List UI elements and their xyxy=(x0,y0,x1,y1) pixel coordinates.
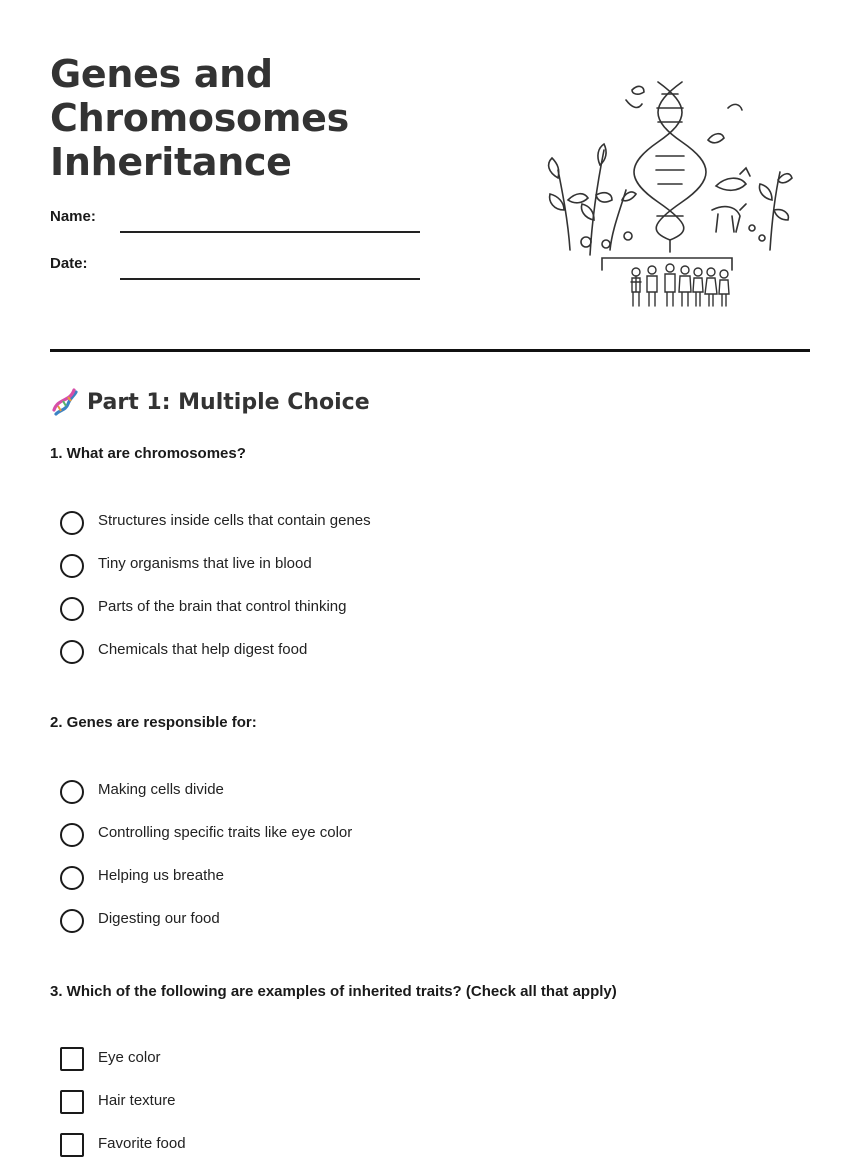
radio-button[interactable] xyxy=(60,909,84,933)
option-label: Digesting our food xyxy=(98,910,220,927)
option-label: Eye color xyxy=(98,1049,161,1066)
option-label: Tiny organisms that live in blood xyxy=(98,555,312,572)
dna-family-tree-illustration xyxy=(540,60,800,320)
title-line: Chromosomes xyxy=(50,96,349,140)
worksheet-title xyxy=(50,52,349,184)
radio-button[interactable] xyxy=(60,511,84,535)
radio-button[interactable] xyxy=(60,866,84,890)
section-title xyxy=(50,386,370,420)
radio-button[interactable] xyxy=(60,640,84,664)
checkbox[interactable] xyxy=(60,1133,84,1157)
radio-button[interactable] xyxy=(60,597,84,621)
radio-button[interactable] xyxy=(60,554,84,578)
date-label: Date: xyxy=(50,255,88,272)
option-label: Hair texture xyxy=(98,1092,176,1109)
option-row[interactable] xyxy=(60,552,371,595)
question-3: 3. Which of the following are examples of inherited traits? (Check all that apply) xyxy=(50,983,617,1000)
question-1: 1. What are chromosomes? xyxy=(50,445,246,462)
question-1-options xyxy=(60,509,371,681)
option-row[interactable] xyxy=(60,778,352,821)
option-row[interactable] xyxy=(60,509,371,552)
dna-icon xyxy=(50,388,80,418)
question-2-options xyxy=(60,778,352,950)
question-2: 2. Genes are responsible for: xyxy=(50,714,257,731)
date-field[interactable] xyxy=(50,251,420,281)
header-divider xyxy=(50,349,810,352)
option-row[interactable] xyxy=(60,907,352,950)
option-row[interactable] xyxy=(60,1132,186,1175)
option-label: Favorite food xyxy=(98,1135,186,1152)
question-3-options xyxy=(60,1046,186,1175)
option-row[interactable] xyxy=(60,638,371,681)
name-field[interactable] xyxy=(50,204,420,234)
option-row[interactable] xyxy=(60,1046,186,1089)
option-row[interactable] xyxy=(60,821,352,864)
section-title-text: Part 1: Multiple Choice xyxy=(87,390,370,415)
option-label: Chemicals that help digest food xyxy=(98,641,308,658)
radio-button[interactable] xyxy=(60,823,84,847)
name-input-line[interactable] xyxy=(120,231,420,233)
option-label: Helping us breathe xyxy=(98,867,224,884)
option-row[interactable] xyxy=(60,595,371,638)
option-label: Structures inside cells that contain genes xyxy=(98,512,371,529)
date-input-line[interactable] xyxy=(120,278,420,280)
checkbox[interactable] xyxy=(60,1047,84,1071)
checkbox[interactable] xyxy=(60,1090,84,1114)
radio-button[interactable] xyxy=(60,780,84,804)
title-line: Inheritance xyxy=(50,140,292,184)
option-row[interactable] xyxy=(60,1089,186,1132)
option-label: Parts of the brain that control thinking xyxy=(98,598,347,615)
option-row[interactable] xyxy=(60,864,352,907)
option-label: Making cells divide xyxy=(98,781,224,798)
name-label: Name: xyxy=(50,208,96,225)
title-line: Genes and xyxy=(50,52,273,96)
option-label: Controlling specific traits like eye color xyxy=(98,824,353,841)
